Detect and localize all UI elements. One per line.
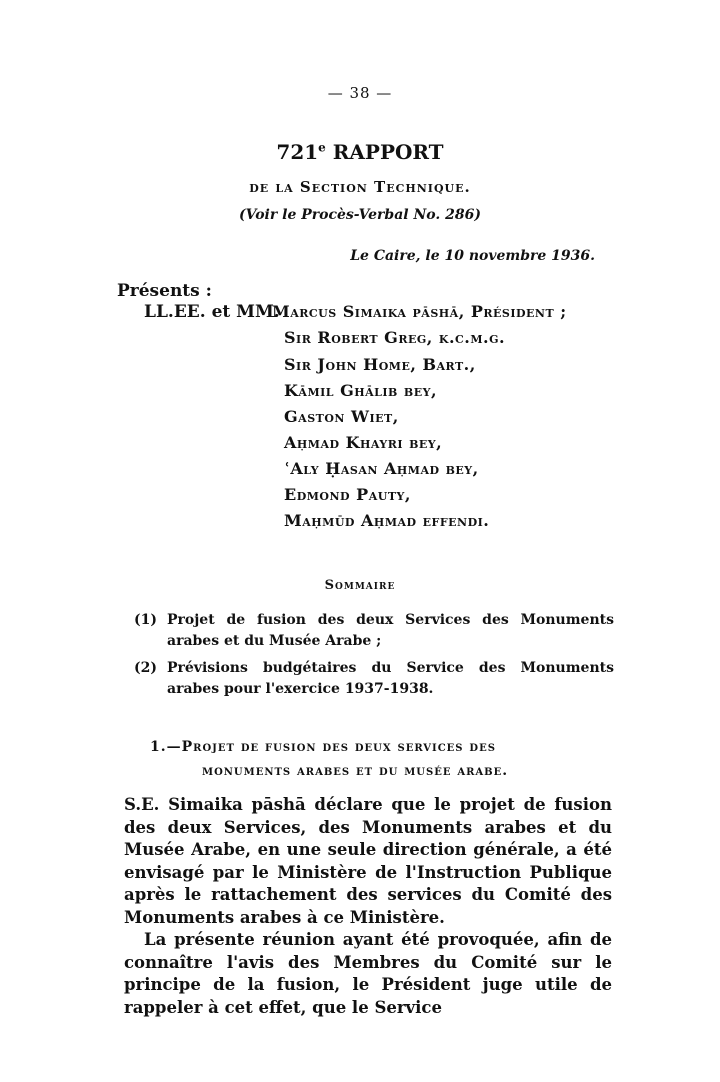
- member-line: Marcus Simaika pāshā, Président ;: [272, 302, 567, 321]
- member-line: Sir John Home, Bart.,: [284, 355, 476, 374]
- summary-item: [134, 658, 614, 702]
- summary-heading: Sommaire: [324, 578, 396, 593]
- section-title-line: monuments arabes et du musée arabe.: [202, 763, 509, 779]
- member-line: Aḥmad Khayri bey,: [284, 433, 443, 452]
- report-word: RAPPORT: [325, 140, 444, 164]
- report-title: [0, 140, 720, 164]
- member-line: Edmond Pauty,: [284, 485, 411, 504]
- summary-item-number: (1): [134, 612, 157, 628]
- page-number: — 38 —: [327, 84, 393, 102]
- member-line: Gaston Wiet,: [284, 407, 399, 426]
- summary-item-text: Projet de fusion des deux Services des Monuments arabes et du Musée Arabe ;: [167, 612, 614, 649]
- member-line: ʿAly Ḥasan Aḥmad bey,: [284, 459, 479, 478]
- member-line: Kāmil Ghālib bey,: [284, 381, 438, 400]
- summary-item-text: Prévisions budgétaires du Service des Monuments arabes pour l'exercice 1937-1938.: [167, 660, 614, 697]
- section-title-line: 1.—Projet de fusion des deux services des: [150, 739, 496, 755]
- summary-item: [134, 610, 614, 654]
- member-line: Maḥmūd Aḥmad effendi.: [284, 511, 490, 530]
- minutes-reference: (Voir le Procès-Verbal No. 286): [239, 207, 481, 223]
- presents-label: Présents :: [117, 281, 212, 301]
- section-name: de la Section Technique.: [249, 178, 471, 196]
- report-number: 721: [276, 140, 319, 164]
- place-date: Le Caire, le 10 novembre 1936.: [350, 248, 595, 264]
- paragraph: S.E. Simaika pāshā déclare que le projet de fusion des deux Services, des Monuments arabes et du Musée Arabe, en une seule direction générale, a été envisagé par le Ministère de l'Instruction Publique après le rattachement des services du Comité des Monuments arabes à ce Ministère.: [124, 795, 612, 927]
- summary-item-number: (2): [134, 660, 157, 676]
- paragraph: La présente réunion ayant été provoquée, afin de connaître l'avis des Membres du Comité sur le principe de la fusion, le Président juge utile de rappeler à cet effet, que le Service: [124, 930, 612, 1017]
- member-line: Sir Robert Greg, k.c.m.g.: [284, 328, 506, 347]
- members-intro: LL.EE. et MM.: [144, 302, 280, 322]
- report-number-suffix: e: [318, 140, 326, 155]
- body-text: [124, 794, 612, 1019]
- section-title: [150, 735, 590, 783]
